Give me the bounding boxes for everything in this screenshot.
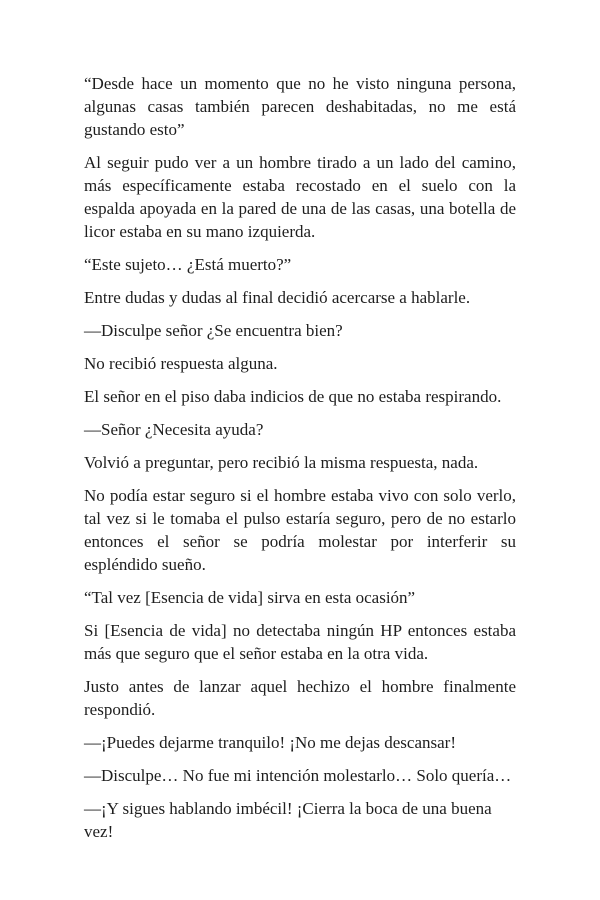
paragraph: El señor en el piso daba indicios de que no estaba respirando. xyxy=(84,387,502,406)
paragraph: No recibió respuesta alguna. xyxy=(84,354,278,373)
paragraph: Al seguir pudo ver a un hombre tirado a un lado del camino, más específicamente estaba recostado en el suelo con la espalda apoyada en la pared de una de las casas, una botella de licor estaba en su mano izquierda. xyxy=(84,153,516,241)
paragraph: Volvió a preguntar, pero recibió la misma respuesta, nada. xyxy=(84,453,479,472)
paragraph: Entre dudas y dudas al final decidió acercarse a hablarle. xyxy=(84,288,471,307)
dialogue-line: —¡Puedes dejarme tranquilo! ¡No me dejas descansar! xyxy=(84,733,456,752)
dialogue-line: —Señor ¿Necesita ayuda? xyxy=(84,420,264,439)
paragraph: “Tal vez [Esencia de vida] sirva en esta ocasión” xyxy=(84,588,416,607)
paragraph: “Desde hace un momento que no he visto ninguna persona, algunas casas también parecen deshabitadas, no me está gustando esto” xyxy=(84,74,516,139)
paragraph: Justo antes de lanzar aquel hechizo el hombre finalmente respondió. xyxy=(84,677,516,719)
paragraph: Si [Esencia de vida] no detectaba ningún HP entonces estaba más que seguro que el señor estaba en la otra vida. xyxy=(84,621,516,663)
dialogue-line: —Disculpe… No fue mi intención molestarlo… Solo quería… xyxy=(84,766,512,785)
paragraph: “Este sujeto… ¿Está muerto?” xyxy=(84,255,292,274)
paragraph: No podía estar seguro si el hombre estaba vivo con solo verlo, tal vez si le tomaba el pulso estaría seguro, pero de no estarlo entonces el señor se podría molestar por interferir su espléndido sueño. xyxy=(84,486,516,574)
dialogue-line: —¡Y sigues hablando imbécil! ¡Cierra la boca de una buena vez! xyxy=(84,799,492,841)
document-page xyxy=(84,72,516,853)
dialogue-line: —Disculpe señor ¿Se encuentra bien? xyxy=(84,321,343,340)
